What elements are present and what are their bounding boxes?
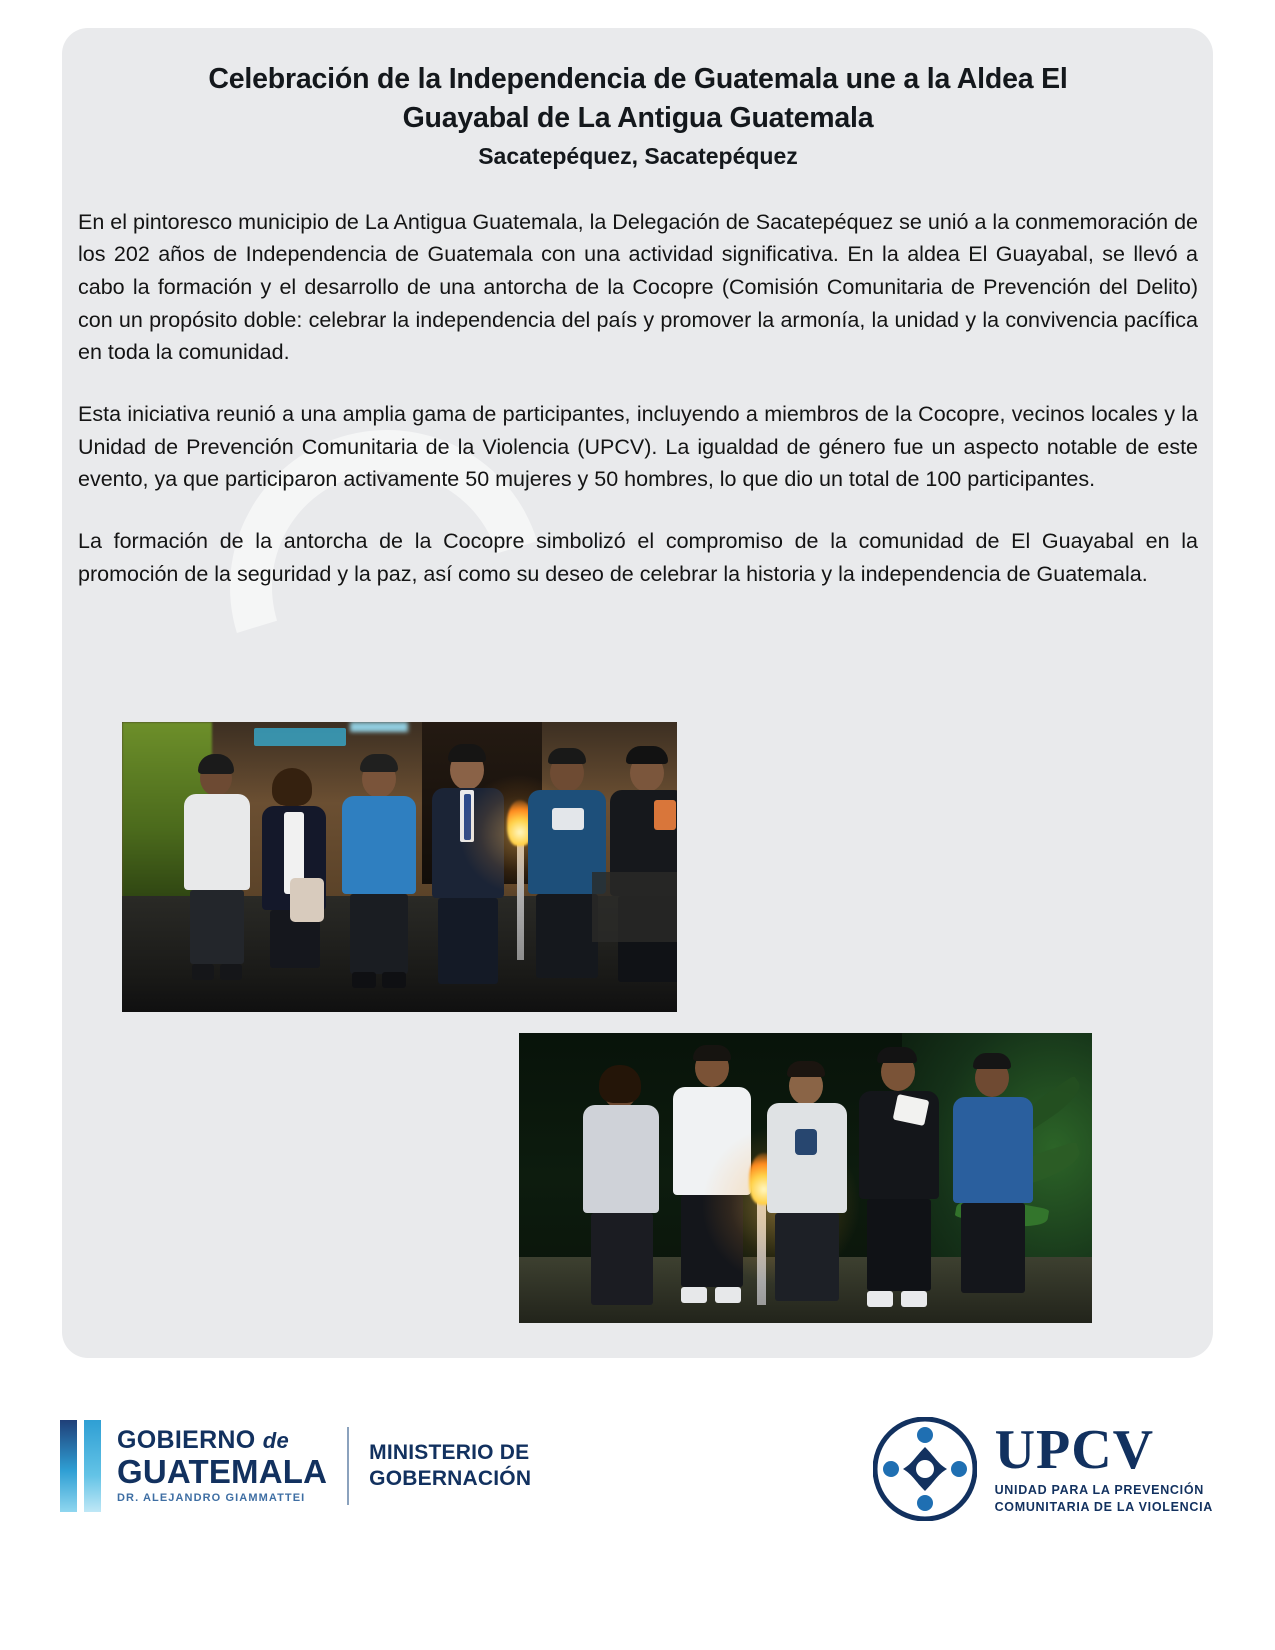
gobierno-text (117, 1428, 327, 1504)
photo2-person-1 (575, 1055, 671, 1323)
photo2-person-5 (943, 1051, 1043, 1323)
gobierno-bars-icon (60, 1420, 101, 1512)
paragraph-3: La formación de la antorcha de la Cocopre simbolizó el compromiso de la comunidad de El Guayabal en la promoción de la seguridad y la paz, así como su deseo de celebrar la historia y la independencia de Guatemala. (78, 529, 1198, 586)
footer (0, 1395, 1275, 1595)
photo1-person-2 (250, 760, 342, 1012)
photo2-person-4 (849, 1047, 949, 1323)
photo2-person-2 (665, 1045, 761, 1323)
photo1-person-3 (332, 750, 428, 1012)
ministerio-line-2: GOBERNACIÓN (369, 1467, 532, 1490)
gobierno-de-guatemala-logo (60, 1420, 531, 1512)
president-label: DR. ALEJANDRO GIAMMATTEI (117, 1492, 306, 1504)
paragraph-2: Esta iniciativa reunió a una amplia gama de participantes, incluyendo a miembros de la Cocopre, vecinos locales y la Unidad de Prevención Comunitaria de la Violencia (UPCV). La igualdad de género fue un aspecto notable de este evento, ya que participaron activamente 50 mujeres y 50 hombres, lo que dio un total de 100 participantes. (78, 402, 1198, 492)
photo1-person-4 (422, 744, 514, 1012)
gobierno-de-label: de (262, 1428, 290, 1453)
upcv-text (994, 1419, 1213, 1516)
ministerio-text (369, 1440, 531, 1493)
photo-group-torch-outdoor (519, 1033, 1092, 1323)
page-subtitle: Sacatepéquez, Sacatepéquez (478, 142, 798, 169)
photo-group-torch-indoor (122, 722, 677, 1012)
upcv-subtitle-line-1: UNIDAD PARA LA PREVENCIÓN (994, 1483, 1204, 1498)
page-title-line-1: Celebración de la Independencia de Guatemala une a la Aldea El (208, 63, 1068, 95)
ministerio-line-1: MINISTERIO DE (369, 1440, 530, 1464)
upcv-subtitle-line-2: COMUNITARIA DE LA VIOLENCIA (994, 1500, 1213, 1514)
page-title-line-2: Guayabal de La Antigua Guatemala (402, 101, 874, 134)
photo1-table (592, 872, 677, 942)
guatemala-label: GUATEMALA (117, 1453, 328, 1490)
upcv-acronym: UPCV (994, 1419, 1155, 1482)
gobierno-label: GOBIERNO (117, 1426, 256, 1454)
footer-divider (347, 1427, 349, 1505)
body-text (78, 206, 1198, 591)
photo2-person-3 (757, 1051, 857, 1323)
photo1-person-1 (174, 754, 260, 1012)
upcv-logo (873, 1417, 1213, 1521)
paragraph-1: En el pintoresco municipio de La Antigua Guatemala, la Delegación de Sacatepéquez se unió a la conmemoración de los 202 años de Independencia de Guatemala con una actividad significativa. En la aldea El Guayabal, se llevó a cabo la formación y el desarrollo de una antorcha de la Cocopre (Comisión Comunitaria de Prevención del Delito) con un propósito doble: celebrar la independencia del país y promover la armonía, la unidad y la convivencia pacífica en toda la comunidad. (78, 209, 1198, 365)
article-content (78, 60, 1198, 590)
title-block (78, 60, 1198, 172)
upcv-emblem-icon (873, 1417, 977, 1521)
